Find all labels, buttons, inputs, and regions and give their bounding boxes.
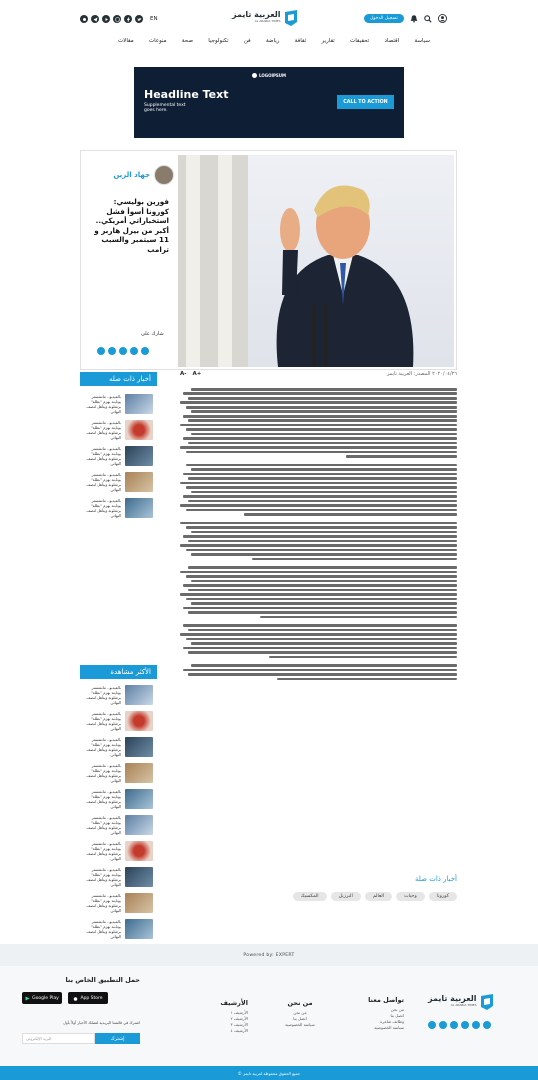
- article-paragraph: [180, 522, 457, 560]
- sidebar-news-item[interactable]: [84, 446, 153, 466]
- text-line: [180, 633, 457, 636]
- copyright-bar: [0, 1066, 538, 1080]
- footer-twitter-icon[interactable]: [483, 1021, 491, 1029]
- footer-link[interactable]: الأرشيف ٢: [230, 1016, 248, 1021]
- text-line: [188, 611, 457, 614]
- sidebar-news-item[interactable]: [84, 841, 153, 861]
- text-line: [183, 535, 457, 538]
- text-line: [183, 473, 457, 476]
- text-line: [186, 598, 457, 601]
- text-line: [186, 526, 457, 529]
- news-thumbnail: [125, 867, 153, 887]
- share-icons: [97, 347, 149, 355]
- text-line: [188, 500, 457, 503]
- news-thumbnail: [125, 815, 153, 835]
- sidebar-news-item[interactable]: [84, 737, 153, 757]
- text-line: [180, 424, 457, 427]
- copyright-text: © جميع الحقوق محفوظة لعربية تايمز: [237, 1070, 301, 1076]
- whatsapp-icon[interactable]: [80, 15, 88, 23]
- news-headline: بالفيديو.. مانشستر يونايتد يهزم "بطلة" برشلونة ويتأهل لنصف النهائي: [86, 498, 121, 518]
- most-viewed-title: الأكثر مشاهدة: [80, 665, 157, 679]
- header-controls: [364, 14, 447, 23]
- news-thumbnail: [125, 446, 153, 466]
- news-headline: بالفيديو.. مانشستر يونايتد يهزم "بطلة" برشلونة ويتأهل لنصف النهائي: [86, 893, 121, 913]
- text-line: [269, 656, 457, 659]
- footer-logo[interactable]: [428, 994, 494, 1010]
- text-line: [183, 415, 457, 418]
- text-line: [277, 678, 457, 681]
- newsletter-label: اشترك في قائمتنا البريدية لتصلك الأخبار أولاً بأول: [63, 1020, 140, 1025]
- footer-contact-title: تواصل معنا: [368, 996, 404, 1004]
- share-youtube-icon[interactable]: [130, 347, 138, 355]
- text-line: [252, 558, 457, 561]
- text-line: [191, 642, 457, 645]
- article-paragraph: [180, 464, 457, 516]
- user-icon[interactable]: [438, 14, 447, 23]
- text-line: [188, 589, 457, 592]
- facebook-icon[interactable]: [124, 15, 132, 23]
- text-line: [188, 477, 457, 480]
- share-whatsapp-icon[interactable]: [97, 347, 105, 355]
- text-line: [186, 575, 457, 578]
- login-button[interactable]: تسجيل الدخول: [364, 14, 404, 23]
- tag-item[interactable]: المكسيك: [293, 892, 327, 901]
- text-line: [191, 531, 457, 534]
- text-line: [186, 406, 457, 409]
- news-headline: بالفيديو.. مانشستر يونايتد يهزم "بطلة" برشلونة ويتأهل لنصف النهائي: [86, 815, 121, 835]
- language-switch[interactable]: EN: [150, 16, 158, 22]
- footer-link[interactable]: الأرشيف ٤: [230, 1028, 248, 1033]
- news-thumbnail: [125, 737, 153, 757]
- tag-item[interactable]: كورونا: [429, 892, 457, 901]
- text-line: [191, 664, 457, 667]
- text-line: [188, 566, 457, 569]
- article-paragraph: [180, 664, 457, 680]
- text-line: [191, 580, 457, 583]
- text-line: [180, 522, 457, 525]
- text-line: [346, 455, 457, 458]
- tags-list: [180, 892, 457, 901]
- text-line: [180, 504, 457, 507]
- text-line: [183, 647, 457, 650]
- footer-social-icons: [428, 1021, 491, 1029]
- sidebar-news-item[interactable]: [84, 498, 153, 518]
- news-thumbnail: [125, 394, 153, 414]
- article-title: فورين بوليسي: كورونا أسوأ فشل استخباراتي أمريكي.. أكبر من بيرل هاربر و 11 سبتمبر والسبب ترامب: [94, 197, 169, 254]
- nav-item[interactable]: اقتصاد: [384, 38, 400, 44]
- article-meta: [180, 371, 457, 377]
- text-line: [191, 410, 457, 413]
- main-nav: [118, 38, 430, 44]
- footer-about-title: من نحن: [287, 999, 313, 1007]
- news-headline: بالفيديو.. مانشستر يونايتد يهزم "بطلة" برشلونة ويتأهل لنصف النهائي: [86, 472, 121, 492]
- nav-item[interactable]: تحقيقات: [350, 38, 370, 44]
- text-line: [183, 495, 457, 498]
- nav-item[interactable]: صحة: [181, 38, 194, 44]
- font-decrease-button[interactable]: A-: [180, 371, 187, 377]
- text-line: [180, 571, 457, 574]
- app-store-label: App Store: [80, 995, 103, 1001]
- text-line: [188, 651, 457, 654]
- article-paragraph: [180, 566, 457, 618]
- footer-whatsapp-icon[interactable]: [428, 1021, 436, 1029]
- sidebar-news-item[interactable]: [84, 893, 153, 913]
- tag-item[interactable]: العالم: [365, 892, 392, 901]
- article-paragraph: [180, 388, 457, 458]
- sidebar-news-item[interactable]: [84, 763, 153, 783]
- share-telegram-icon[interactable]: [108, 347, 116, 355]
- footer-telegram-icon[interactable]: [439, 1021, 447, 1029]
- text-line: [186, 451, 457, 454]
- sidebar-news-item[interactable]: [84, 919, 153, 939]
- text-line: [183, 624, 457, 627]
- logo-english: AL ARABIA TIMES: [254, 19, 281, 23]
- news-thumbnail: [125, 498, 153, 518]
- app-store-badge[interactable]: [68, 992, 108, 1004]
- text-line: [191, 468, 457, 471]
- footer-instagram-icon[interactable]: [461, 1021, 469, 1029]
- news-headline: بالفيديو.. مانشستر يونايتد يهزم "بطلة" برشلونة ويتأهل لنصف النهائي: [86, 789, 121, 809]
- text-line: [191, 433, 457, 436]
- news-headline: بالفيديو.. مانشستر يونايتد يهزم "بطلة" برشلونة ويتأهل لنصف النهائي: [86, 841, 121, 861]
- text-line: [186, 549, 457, 552]
- article-hero: [80, 150, 457, 370]
- footer-link[interactable]: وظائف شاغرة: [380, 1019, 404, 1024]
- sidebar-news-item[interactable]: [84, 867, 153, 887]
- news-headline: بالفيديو.. مانشستر يونايتد يهزم "بطلة" برشلونة ويتأهل لنصف النهائي: [86, 446, 121, 466]
- share-label: شارك على: [141, 331, 164, 337]
- ad-headline: Headline Text: [144, 88, 229, 101]
- nav-item[interactable]: رياضة: [265, 38, 280, 44]
- article-photo: [178, 155, 454, 367]
- news-thumbnail: [125, 893, 153, 913]
- news-thumbnail: [125, 789, 153, 809]
- subscribe-button[interactable]: إشترك: [95, 1033, 140, 1044]
- author-block[interactable]: [89, 165, 174, 185]
- news-headline: بالفيديو.. مانشستر يونايتد يهزم "بطلة" برشلونة ويتأهل لنصف النهائي: [86, 763, 121, 783]
- news-headline: بالفيديو.. مانشستر يونايتد يهزم "بطلة" برشلونة ويتأهل لنصف النهائي: [86, 420, 121, 440]
- bell-icon[interactable]: [410, 14, 418, 23]
- text-line: [180, 593, 457, 596]
- twitter-icon[interactable]: [135, 15, 143, 23]
- news-headline: بالفيديو.. مانشستر يونايتد يهزم "بطلة" برشلونة ويتأهل لنصف النهائي: [86, 919, 121, 939]
- footer-link[interactable]: الأرشيف ١: [230, 1010, 248, 1015]
- text-line: [191, 553, 457, 556]
- text-line: [188, 540, 457, 543]
- footer-app-title: حمل التطبيق الخاص بنا: [65, 976, 140, 984]
- text-line: [244, 513, 457, 516]
- text-line: [188, 419, 457, 422]
- text-line: [183, 437, 457, 440]
- news-thumbnail: [125, 763, 153, 783]
- text-line: [191, 388, 457, 391]
- sidebar-news-item[interactable]: [84, 472, 153, 492]
- related-list: [80, 386, 157, 518]
- header-social-icons: [80, 15, 158, 23]
- footer-link[interactable]: اتصل بنا: [390, 1013, 404, 1018]
- sidebar-news-item[interactable]: [84, 394, 153, 414]
- text-line: [186, 428, 457, 431]
- newsletter-form: [22, 1033, 140, 1044]
- article-source-date: ٢٠٢٠/٠٤/٢٦ المصدر: العربية تايمز: [386, 371, 457, 377]
- powered-by: Powered by: EXPERT: [243, 952, 295, 958]
- news-thumbnail: [125, 472, 153, 492]
- footer-logo-arabic: العربية تايمز: [428, 994, 477, 1003]
- footer-archive-title: الأرشيف: [220, 999, 248, 1007]
- sidebar-news-item[interactable]: [84, 711, 153, 731]
- most-viewed-widget: [80, 665, 157, 945]
- tag-item[interactable]: البرزيل: [331, 892, 361, 901]
- text-line: [188, 442, 457, 445]
- footer-link[interactable]: سياسة الخصوصية: [374, 1025, 404, 1030]
- search-icon[interactable]: [424, 15, 432, 23]
- ad-cta-button[interactable]: CALL TO ACTION: [337, 95, 394, 109]
- footer-link[interactable]: اتصل بنا: [293, 1016, 307, 1021]
- share-twitter-icon[interactable]: [119, 347, 127, 355]
- ad-banner[interactable]: [134, 67, 404, 138]
- font-increase-button[interactable]: A+: [192, 371, 202, 377]
- footer-link[interactable]: سياسة الخصوصية: [285, 1022, 315, 1027]
- share-facebook-icon[interactable]: [141, 347, 149, 355]
- ad-logo-icon: [252, 73, 257, 78]
- apple-icon: [73, 996, 78, 1001]
- instagram-icon[interactable]: [113, 15, 121, 23]
- footer-link[interactable]: من نحن: [390, 1007, 404, 1012]
- footer-col-archive: [196, 999, 248, 1034]
- news-thumbnail: [125, 841, 153, 861]
- nav-item[interactable]: ثقافة: [294, 38, 307, 44]
- nav-item[interactable]: تكنولوجيا: [208, 38, 229, 44]
- text-line: [186, 509, 457, 512]
- text-line: [183, 669, 457, 672]
- text-line: [186, 486, 457, 489]
- footer-facebook-icon[interactable]: [472, 1021, 480, 1029]
- related-title: أخبار ذات صله: [80, 372, 157, 386]
- text-line: [180, 401, 457, 404]
- play-icon: [25, 996, 30, 1001]
- footer-link[interactable]: من نحن: [293, 1010, 307, 1015]
- email-input[interactable]: البريد الإلكتروني: [22, 1033, 95, 1044]
- nav-item[interactable]: مقالات: [118, 38, 134, 44]
- app-badges: [22, 992, 108, 1004]
- text-line: [191, 491, 457, 494]
- text-line: [186, 638, 457, 641]
- tag-item[interactable]: وحيات: [396, 892, 425, 901]
- text-line: [186, 464, 457, 467]
- news-thumbnail: [125, 420, 153, 440]
- text-line: [260, 616, 457, 619]
- text-line: [180, 446, 457, 449]
- text-line: [183, 584, 457, 587]
- text-line: [188, 629, 457, 632]
- ad-logo: LOGOIPSUM: [259, 73, 287, 78]
- powered-bar: [0, 944, 538, 966]
- nav-item[interactable]: تقارير: [321, 38, 335, 44]
- article-paragraph: [180, 624, 457, 658]
- text-line: [191, 602, 457, 605]
- footer-logo-mark-icon: [480, 994, 494, 1010]
- text-line: [180, 482, 457, 485]
- site-logo[interactable]: [232, 10, 298, 26]
- youtube-icon[interactable]: [102, 15, 110, 23]
- news-thumbnail: [125, 919, 153, 939]
- footer-col-contact: [340, 996, 404, 1031]
- article-body: [180, 388, 457, 686]
- google-play-badge[interactable]: [22, 992, 62, 1004]
- most-viewed-list: [80, 679, 157, 939]
- logo-mark-icon: [284, 10, 298, 26]
- author-name: جهاد الزين: [113, 171, 150, 179]
- logo-arabic: العربية تايمز: [232, 10, 281, 19]
- text-line: [180, 544, 457, 547]
- nav-item[interactable]: فن: [243, 38, 251, 44]
- footer-youtube-icon[interactable]: [450, 1021, 458, 1029]
- google-play-label: Google Play: [32, 995, 59, 1001]
- news-headline: بالفيديو.. مانشستر يونايتد يهزم "بطلة" برشلونة ويتأهل لنصف النهائي: [86, 737, 121, 757]
- footer-link[interactable]: الأرشيف ٣: [230, 1022, 248, 1027]
- text-line: [183, 607, 457, 610]
- news-headline: بالفيديو.. مانشستر يونايتد يهزم "بطلة" برشلونة ويتأهل لنصف النهائي: [86, 867, 121, 887]
- ad-subtext: Supplemental text goes here.: [144, 103, 186, 113]
- related-widget: [80, 372, 157, 524]
- tags-title: أخبار ذات صلة: [414, 875, 457, 883]
- text-line: [183, 392, 457, 395]
- news-thumbnail: [125, 711, 153, 731]
- news-headline: بالفيديو.. مانشستر يونايتد يهزم "بطلة" برشلونة ويتأهل لنصف النهائي: [86, 394, 121, 414]
- footer: [0, 966, 538, 1066]
- nav-item[interactable]: منوعات: [148, 38, 167, 44]
- sidebar-news-item[interactable]: [84, 420, 153, 440]
- footer-col-about: [270, 999, 330, 1028]
- author-avatar: [154, 165, 174, 185]
- text-line: [188, 673, 457, 676]
- top-header: [0, 0, 538, 52]
- telegram-icon[interactable]: [91, 15, 99, 23]
- news-headline: بالفيديو.. مانشستر يونايتد يهزم "بطلة" برشلونة ويتأهل لنصف النهائي: [86, 685, 121, 705]
- sidebar-news-item[interactable]: [84, 815, 153, 835]
- text-line: [188, 397, 457, 400]
- sidebar-news-item[interactable]: [84, 789, 153, 809]
- footer-logo-english: AL ARABIA TIMES: [450, 1003, 477, 1007]
- news-thumbnail: [125, 685, 153, 705]
- sidebar-news-item[interactable]: [84, 685, 153, 705]
- nav-item[interactable]: سياسة: [414, 38, 430, 44]
- news-headline: بالفيديو.. مانشستر يونايتد يهزم "بطلة" برشلونة ويتأهل لنصف النهائي: [86, 711, 121, 731]
